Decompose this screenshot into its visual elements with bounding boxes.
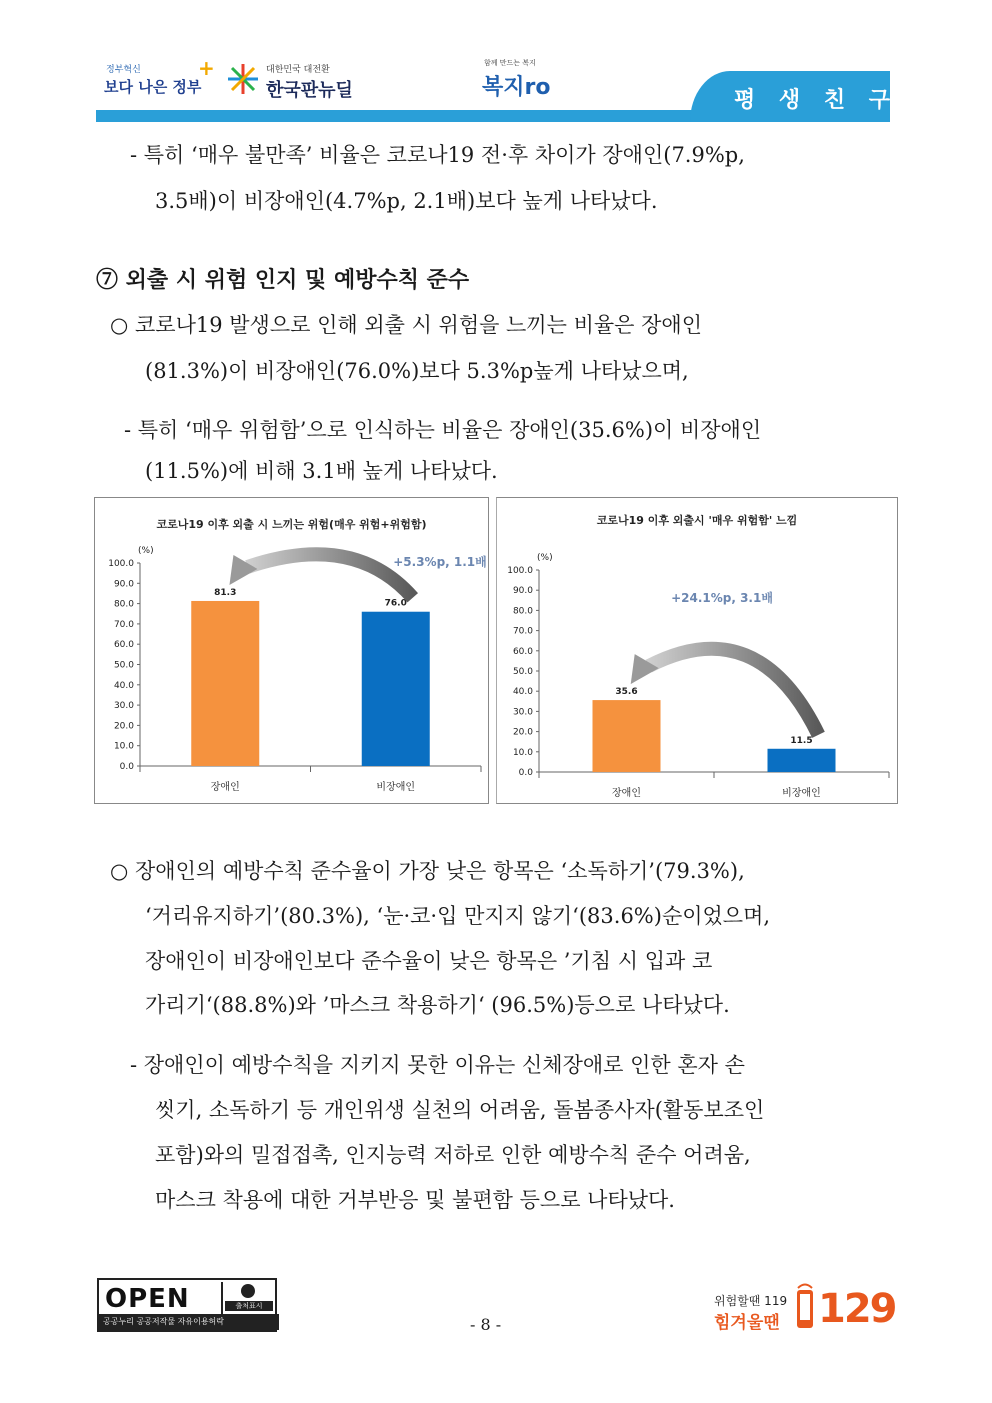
new-deal-star-icon: [226, 62, 260, 96]
paragraph5-line1: - 장애인이 예방수칙을 지키지 못한 이유는 신체장애로 인한 혼자 손: [130, 1053, 745, 1077]
logo1-small-text: 정부혁신: [106, 65, 141, 75]
category-label: 장애인: [612, 788, 641, 799]
korean-new-deal-logo: [226, 58, 366, 104]
hotline-number: 129: [818, 1286, 896, 1332]
y-axis-unit: (%): [537, 553, 553, 563]
page-number: - 8 -: [470, 1315, 502, 1334]
logo3-big-text: 복지ro: [482, 75, 551, 100]
y-tick-label: 0.0: [119, 762, 134, 772]
chart-right: [496, 497, 898, 804]
paragraph5-line4: 마스크 착용에 대한 거부반응 및 불편함 등으로 나타났다.: [155, 1188, 675, 1212]
curved-arrow: [247, 554, 412, 597]
y-tick-label: 90.0: [512, 586, 533, 597]
y-tick-label: 20.0: [113, 721, 134, 732]
y-tick-label: 20.0: [512, 727, 533, 738]
logo2-big-text: 한국판뉴딜: [266, 80, 353, 101]
paragraph1-line2: 3.5배)이 비장애인(4.7%p, 2.1배)보다 높게 나타났다.: [155, 189, 658, 213]
paragraph1-line1: - 특히 ‘매우 불만족’ 비율은 코로나19 전·후 차이가 장애인(7.9%p,: [130, 143, 745, 167]
category-label: 비장애인: [376, 782, 416, 793]
logo3-small-text: 함께 만드는 복지: [484, 59, 536, 67]
y-tick-label: 10.0: [113, 741, 134, 752]
bar-value-label: 76.0: [384, 598, 407, 609]
logo1-big-text: 보다 나은 정부: [104, 78, 202, 96]
paragraph3-line1: - 특히 ‘매우 위험함’으로 인식하는 비율은 장애인(35.6%)이 비장애인: [124, 418, 762, 442]
paragraph2-line2: (81.3%)이 비장애인(76.0%)보다 5.3%p높게 나타났으며,: [145, 359, 689, 383]
difference-annotation: +24.1%p, 3.1배: [671, 591, 773, 605]
bar-disabled: [191, 601, 259, 766]
y-tick-label: 70.0: [113, 619, 134, 630]
logo2-small-text: 대한민국 대전환: [266, 65, 330, 75]
hotline-big-text: 힘겨울땐: [714, 1313, 780, 1333]
y-tick-label: 80.0: [512, 606, 533, 617]
paragraph2-line1: ○ 코로나19 발생으로 인해 외출 시 위험을 느끼는 비율은 장애인: [110, 313, 702, 337]
y-tick-label: 40.0: [113, 680, 134, 691]
chart-left: [94, 497, 489, 804]
attribution-badge-label: 출처표시: [225, 1301, 273, 1311]
y-tick-label: 80.0: [113, 599, 134, 610]
y-tick-label: 50.0: [113, 660, 134, 671]
paragraph5-line2: 씻기, 소독하기 등 개인위생 실천의 어려움, 돌봄종사자(활동보조인: [155, 1098, 765, 1122]
government-innovation-logo: [104, 58, 214, 104]
bokjiro-logo: [480, 56, 580, 106]
y-axis-unit: (%): [138, 546, 154, 556]
attribution-icon: [221, 1282, 275, 1314]
y-tick-label: 90.0: [113, 579, 134, 590]
bar-value-label: 35.6: [615, 687, 638, 698]
paragraph5-line3: 포함)와의 밀접접촉, 인지능력 저하로 인한 예방수칙 준수 어려움,: [155, 1143, 751, 1167]
open-text: OPEN: [105, 1284, 190, 1314]
section-heading: ⑦ 외출 시 위험 인지 및 예방수칙 준수: [96, 267, 470, 293]
y-tick-label: 40.0: [512, 687, 533, 698]
bar-non-disabled: [362, 612, 430, 766]
difference-annotation: +5.3%p, 1.1배: [393, 555, 487, 569]
header: [0, 0, 992, 125]
curved-arrow: [649, 649, 819, 735]
category-label: 장애인: [210, 782, 240, 793]
header-tab-label: 평 생 친 구: [734, 88, 898, 113]
chart-right-title: 코로나19 이후 외출시 '매우 위험함' 느낌: [596, 514, 798, 527]
y-tick-label: 30.0: [512, 707, 533, 718]
bar-non-disabled: [768, 749, 836, 772]
chart-right-svg: [497, 498, 897, 803]
paragraph4-line1: ○ 장애인의 예방수칙 준수율이 가장 낮은 항목은 ‘소독하기’(79.3%),: [110, 859, 745, 883]
chart-left-svg: [95, 498, 488, 803]
phone-icon: [794, 1282, 816, 1330]
paragraph4-line2: ‘거리유지하기’(80.3%), ‘눈·코·입 만지지 않기‘(83.6%)순이었으며,: [145, 904, 771, 928]
y-tick-label: 50.0: [512, 667, 533, 677]
paragraph4-line4: 가리기‘(88.8%)와 ’마스크 착용하기‘ (96.5%)등으로 나타났다.: [145, 993, 730, 1017]
y-tick-label: 60.0: [113, 640, 134, 651]
y-tick-label: 30.0: [113, 701, 134, 712]
hotline-small-text: 위험할땐 119: [714, 1294, 788, 1308]
paragraph4-line3: 장애인이 비장애인보다 준수율이 낮은 항목은 ’기침 시 입과 코: [145, 949, 713, 973]
chart-left-title: 코로나19 이후 외출 시 느끼는 위험(매우 위험+위험함): [156, 518, 427, 531]
header-tab: [690, 71, 898, 122]
y-tick-label: 10.0: [512, 747, 533, 758]
paragraph3-line2: (11.5%)에 비해 3.1배 높게 나타났다.: [145, 459, 498, 483]
open-sub-text: 공공누리 공공저작물 자유이용허락: [99, 1314, 279, 1330]
y-tick-label: 100.0: [108, 559, 134, 569]
hotline-129: [710, 1278, 900, 1334]
bar-value-label: 81.3: [214, 587, 237, 598]
open-license-badge: [97, 1278, 277, 1332]
y-tick-label: 0.0: [518, 768, 533, 778]
bar-value-label: 11.5: [790, 735, 813, 746]
y-tick-label: 60.0: [512, 646, 533, 657]
plus-icon: +: [198, 56, 215, 80]
y-tick-label: 70.0: [512, 626, 533, 637]
category-label: 비장애인: [782, 788, 821, 799]
bar-disabled: [593, 700, 661, 772]
y-tick-label: 100.0: [507, 566, 533, 576]
